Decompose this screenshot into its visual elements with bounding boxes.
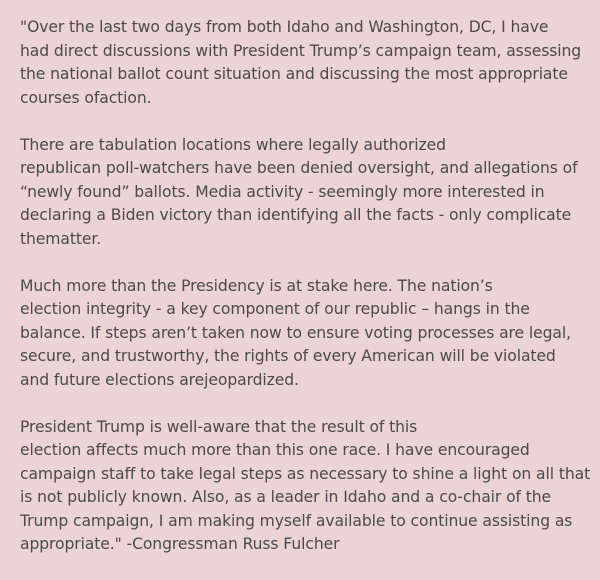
quote-line: election integrity - a key component of our republic – hangs in the — [20, 300, 530, 318]
quote-line: President Trump is well-aware that the result of this — [20, 417, 418, 436]
quote-line: Much more than the Presidency is at stake here. The nation’s — [20, 276, 493, 295]
quote-line: and future elections arejeopardized. — [20, 370, 299, 389]
quote-line: declaring a Biden victory than identifying all the facts - only complicate — [20, 206, 572, 224]
quote-line: secure, and trustworthy, the rights of every American will be violated — [20, 347, 556, 365]
quote-line: election affects much more than this one race. I have encouraged — [20, 441, 530, 459]
quote-paragraph-2 — [20, 134, 588, 252]
quote-line: thematter. — [20, 229, 102, 248]
quote-line: balance. If steps aren’t taken now to ensure voting processes are legal, — [20, 323, 571, 342]
quote-line: appropriate." -Congressman Russ Fulcher — [20, 535, 340, 553]
quote-line: courses ofaction. — [20, 88, 152, 107]
quote-line: republican poll-watchers have been denied oversight, and allegations of — [20, 159, 578, 177]
quote-paragraph-3 — [20, 275, 588, 393]
quote-line: “newly found” ballots. Media activity - seemingly more interested in — [20, 182, 545, 201]
quote-block — [20, 16, 591, 580]
quote-line: Trump campaign, I am making myself available to continue assisting as — [20, 511, 573, 530]
quote-line: There are tabulation locations where legally authorized — [20, 135, 446, 154]
quote-line: the national ballot count situation and discussing the most appropriate — [20, 65, 568, 83]
quote-line: "Over the last two days from both Idaho and Washington, DC, I have — [20, 18, 549, 36]
quote-line: campaign staff to take legal steps as necessary to shine a light on all that — [20, 464, 591, 483]
quote-paragraph-1 — [20, 16, 588, 110]
quote-paragraph-4 — [20, 416, 591, 557]
quote-line: had direct discussions with President Trump’s campaign team, assessing — [20, 41, 582, 60]
quote-line: is not publicly known. Also, as a leader in Idaho and a co-chair of the — [20, 488, 552, 506]
